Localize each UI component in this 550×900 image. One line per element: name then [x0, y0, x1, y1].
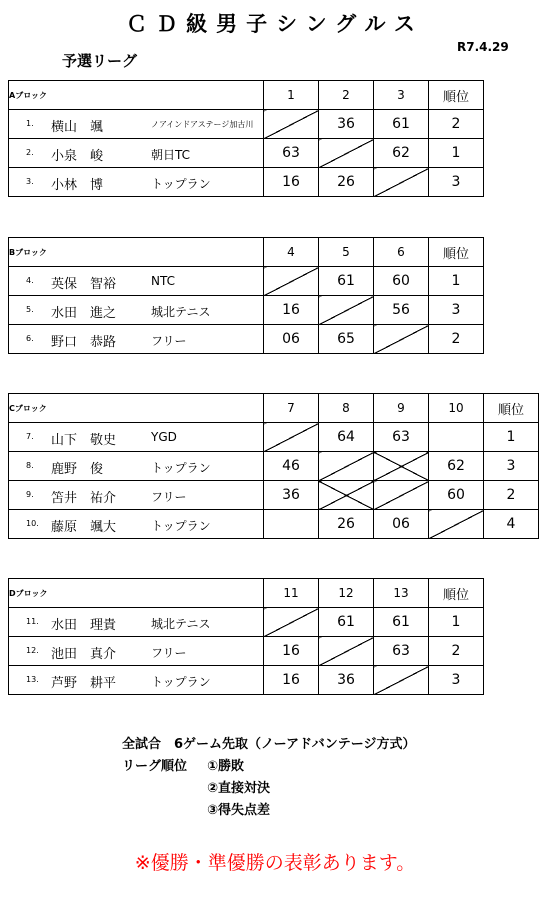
col-header: 9: [374, 394, 429, 423]
player-name: 笘井 祐介: [51, 491, 117, 506]
block-header-row: [9, 394, 539, 423]
player-row: [9, 637, 484, 666]
player-club: フリー: [151, 334, 187, 348]
score-cell: 63: [264, 139, 319, 168]
rank-cell: 2: [429, 110, 484, 139]
rank-criterion-3: ③得失点差: [207, 803, 271, 818]
self-match-cell: [374, 666, 429, 695]
self-match-cell: [374, 481, 429, 510]
player-name: 野口 恭路: [51, 335, 117, 350]
score-cell: 16: [264, 637, 319, 666]
player-row: [9, 296, 484, 325]
col-header: 8: [319, 394, 374, 423]
score-cell: 26: [319, 168, 374, 197]
player-number: 9.: [26, 490, 34, 499]
player-cell: [9, 637, 264, 666]
col-header: 13: [374, 579, 429, 608]
score-cell: 26: [319, 510, 374, 539]
player-name: 英保 智裕: [51, 277, 117, 292]
col-header: 5: [319, 238, 374, 267]
unplayed-cell: [319, 481, 374, 510]
player-club: フリー: [151, 646, 187, 660]
player-cell: [9, 139, 264, 168]
score-cell: 36: [319, 666, 374, 695]
player-cell: [9, 267, 264, 296]
score-cell: 36: [264, 481, 319, 510]
block-header-row: [9, 81, 484, 110]
block-label: Cブロック: [9, 394, 264, 423]
player-name: 小林 博: [51, 178, 104, 193]
score-cell: 62: [374, 139, 429, 168]
player-name: 鹿野 俊: [51, 462, 104, 477]
player-cell: [9, 110, 264, 139]
block-d-table: [8, 578, 484, 695]
block-label: Dブロック: [9, 579, 264, 608]
player-number: 1.: [26, 119, 34, 128]
section-subtitle: 予選リーグ: [62, 52, 138, 70]
rank-cell: 3: [429, 296, 484, 325]
rank-cell: 2: [429, 637, 484, 666]
score-cell: 06: [264, 325, 319, 354]
player-cell: [9, 423, 264, 452]
player-club: ノアインドアステージ加古川: [151, 120, 254, 129]
event-date: R7.4.29: [457, 40, 509, 54]
player-name: 藤原 颯大: [51, 520, 117, 535]
rank-cell: 1: [429, 608, 484, 637]
col-header: 2: [319, 81, 374, 110]
player-row: [9, 423, 539, 452]
score-cell: [264, 510, 319, 539]
player-club: フリー: [151, 490, 187, 504]
player-cell: [9, 481, 264, 510]
player-club: トップラン: [151, 519, 211, 533]
score-cell: 60: [374, 267, 429, 296]
score-cell: 61: [374, 608, 429, 637]
player-club: トップラン: [151, 177, 211, 191]
score-cell: 46: [264, 452, 319, 481]
player-cell: [9, 168, 264, 197]
self-match-cell: [264, 110, 319, 139]
rank-criterion-2: ②直接対決: [207, 781, 271, 796]
unplayed-cell: [374, 452, 429, 481]
player-number: 8.: [26, 461, 34, 470]
player-club: トップラン: [151, 461, 211, 475]
col-header: 4: [264, 238, 319, 267]
player-club: 城北テニス: [151, 617, 211, 631]
rank-cell: 1: [429, 267, 484, 296]
player-row: [9, 608, 484, 637]
score-cell: 06: [374, 510, 429, 539]
rank-cell: 3: [429, 666, 484, 695]
rank-cell: 4: [484, 510, 539, 539]
rank-cell: 2: [429, 325, 484, 354]
player-cell: [9, 452, 264, 481]
score-cell: 61: [319, 267, 374, 296]
player-number: 10.: [26, 519, 39, 528]
self-match-cell: [264, 267, 319, 296]
rank-header: 順位: [429, 238, 484, 267]
player-name: 池田 真介: [51, 647, 117, 662]
player-number: 3.: [26, 177, 34, 186]
score-cell: 36: [319, 110, 374, 139]
self-match-cell: [264, 423, 319, 452]
player-club: 城北テニス: [151, 305, 211, 319]
col-header: 12: [319, 579, 374, 608]
player-number: 12.: [26, 646, 39, 655]
rank-header: 順位: [429, 81, 484, 110]
self-match-cell: [319, 452, 374, 481]
self-match-cell: [429, 510, 484, 539]
block-a-table: [8, 80, 484, 197]
rank-cell: 1: [429, 139, 484, 168]
score-cell: 16: [264, 168, 319, 197]
score-cell: 61: [374, 110, 429, 139]
score-cell: 60: [429, 481, 484, 510]
score-cell: 64: [319, 423, 374, 452]
rank-cell: 3: [429, 168, 484, 197]
player-number: 2.: [26, 148, 34, 157]
player-cell: [9, 666, 264, 695]
rank-header: 順位: [429, 579, 484, 608]
match-rules: 全試合 6ゲーム先取（ノーアドバンテージ方式）: [122, 737, 416, 752]
col-header: 7: [264, 394, 319, 423]
player-row: [9, 481, 539, 510]
player-row: [9, 168, 484, 197]
player-cell: [9, 325, 264, 354]
player-club: YGD: [151, 430, 177, 444]
col-header: 1: [264, 81, 319, 110]
score-cell: 61: [319, 608, 374, 637]
player-number: 5.: [26, 305, 34, 314]
self-match-cell: [264, 608, 319, 637]
player-cell: [9, 296, 264, 325]
player-row: [9, 452, 539, 481]
rank-criterion-1: ①勝敗: [207, 759, 245, 774]
player-number: 11.: [26, 617, 39, 626]
col-header: 6: [374, 238, 429, 267]
player-row: [9, 666, 484, 695]
score-cell: [429, 423, 484, 452]
rank-cell: 2: [484, 481, 539, 510]
rank-cell: 1: [484, 423, 539, 452]
rank-cell: 3: [484, 452, 539, 481]
block-b-table: [8, 237, 484, 354]
player-row: [9, 110, 484, 139]
self-match-cell: [319, 637, 374, 666]
player-name: 水田 理貴: [51, 618, 117, 633]
col-header: 3: [374, 81, 429, 110]
self-match-cell: [319, 139, 374, 168]
player-number: 7.: [26, 432, 34, 441]
player-club: NTC: [151, 274, 175, 288]
self-match-cell: [374, 168, 429, 197]
score-cell: 62: [429, 452, 484, 481]
rank-header: 順位: [484, 394, 539, 423]
player-row: [9, 325, 484, 354]
block-c-table: [8, 393, 539, 539]
block-label: Bブロック: [9, 238, 264, 267]
award-notice: ※優勝・準優勝の表彰あります。: [134, 852, 416, 874]
player-name: 山下 敬史: [51, 433, 117, 448]
score-cell: 63: [374, 637, 429, 666]
block-header-row: [9, 579, 484, 608]
player-number: 13.: [26, 675, 39, 684]
block-header-row: [9, 238, 484, 267]
player-name: 水田 進之: [51, 306, 117, 321]
player-name: 芦野 耕平: [51, 676, 117, 691]
player-number: 6.: [26, 334, 34, 343]
player-row: [9, 139, 484, 168]
page-title: ＣＤ級男子シングルス: [126, 12, 424, 36]
player-club: トップラン: [151, 675, 211, 689]
player-name: 小泉 峻: [51, 149, 104, 164]
col-header: 10: [429, 394, 484, 423]
player-name: 横山 颯: [51, 120, 104, 135]
score-cell: 65: [319, 325, 374, 354]
self-match-cell: [319, 296, 374, 325]
self-match-cell: [374, 325, 429, 354]
score-cell: 16: [264, 296, 319, 325]
col-header: 11: [264, 579, 319, 608]
score-cell: 56: [374, 296, 429, 325]
block-label: Aブロック: [9, 81, 264, 110]
player-row: [9, 267, 484, 296]
player-cell: [9, 608, 264, 637]
score-cell: 16: [264, 666, 319, 695]
player-number: 4.: [26, 276, 34, 285]
player-club: 朝日TC: [151, 148, 191, 162]
player-cell: [9, 510, 264, 539]
score-cell: 63: [374, 423, 429, 452]
player-row: [9, 510, 539, 539]
league-rank-label: リーグ順位: [122, 759, 188, 774]
